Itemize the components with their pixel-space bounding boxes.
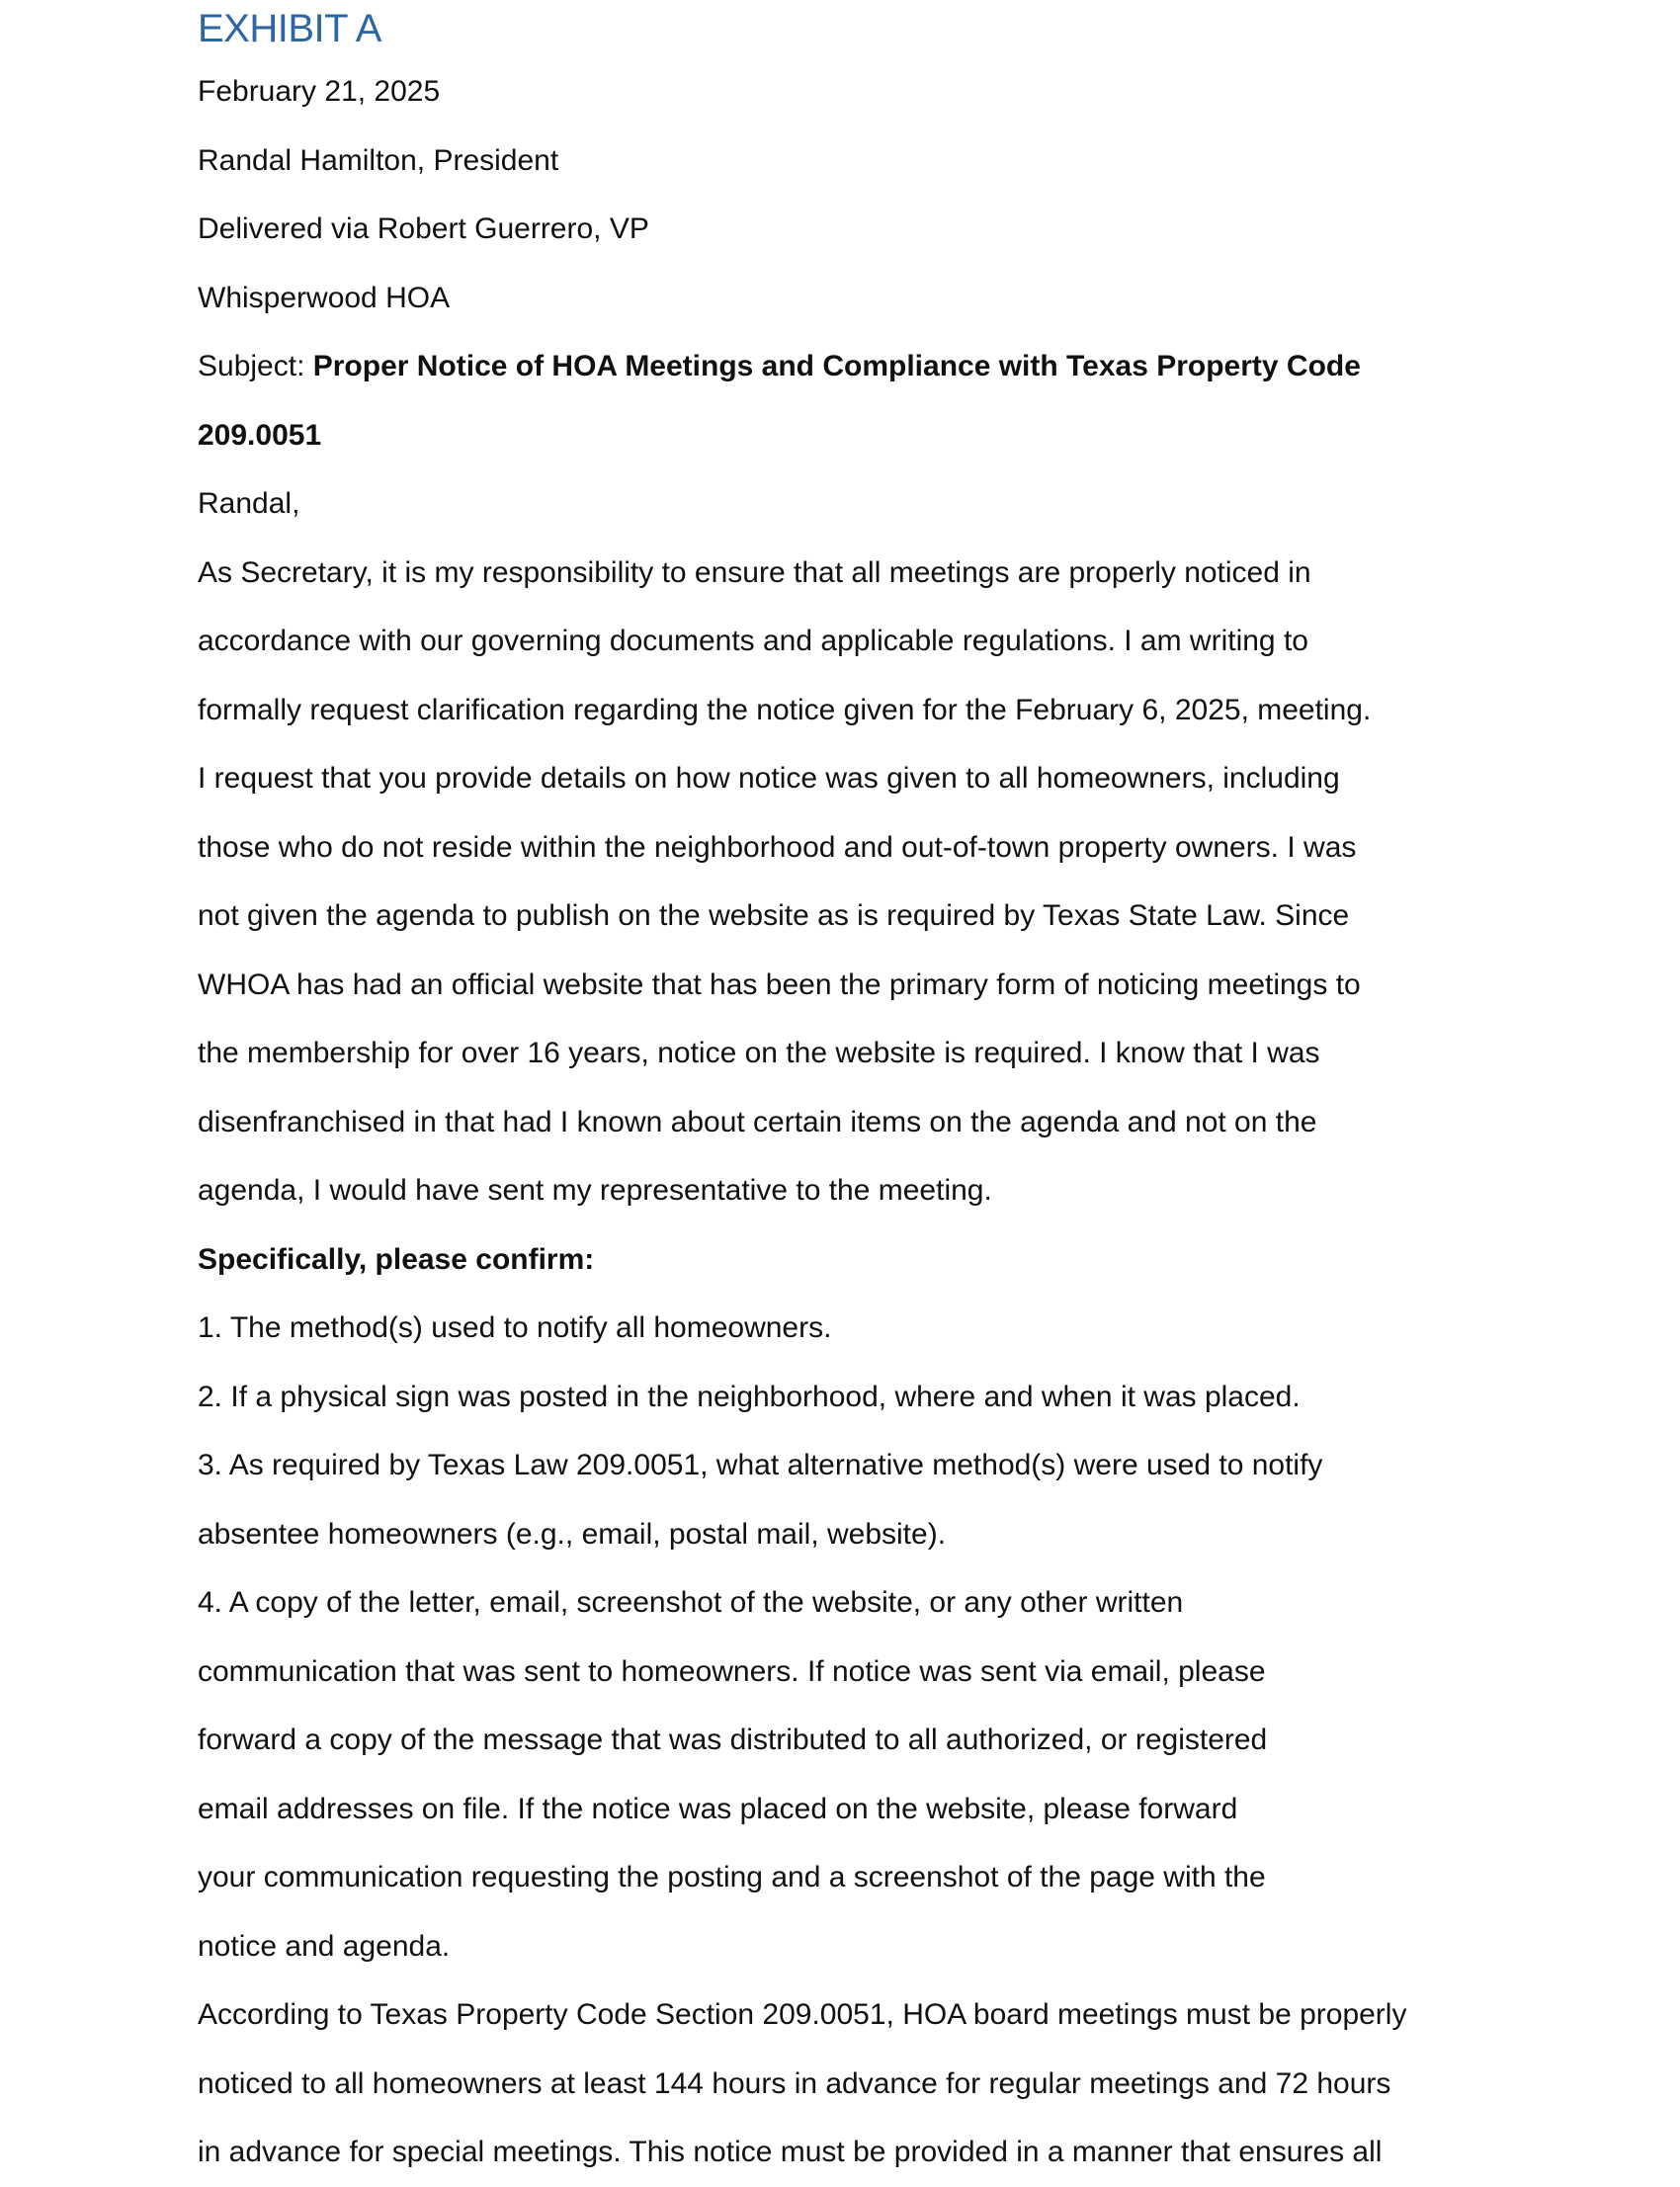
- letter-date: February 21, 2025: [198, 75, 441, 108]
- confirm-heading: Specifically, please confirm:: [198, 1242, 595, 1276]
- paragraph-line: According to Texas Property Code Section 209.0051, HOA board meetings must be properly: [198, 1998, 1407, 2031]
- paragraph-line: noticed to all homeowners at least 144 hours in advance for regular meetings and 72 hours: [198, 2066, 1391, 2100]
- list-item-continued: communication that was sent to homeowners. If notice was sent via email, please: [198, 1654, 1266, 1688]
- paragraph-line: accordance with our governing documents and applicable regulations. I am writing to: [198, 625, 1308, 657]
- list-item: 4. A copy of the letter, email, screenshot of the website, or any other written: [198, 1586, 1184, 1619]
- body-paragraph-1: [198, 539, 1502, 1225]
- paragraph-line: the membership for over 16 years, notice on the website is required. I know that I was: [198, 1037, 1320, 1069]
- paragraph-line: I request that you provide details on how notice was given to all homeowners, including: [198, 762, 1340, 795]
- recipient-name: Randal Hamilton, President: [198, 143, 559, 177]
- subject-text-continued: 209.0051: [198, 418, 322, 452]
- list-item-continued: your communication requesting the posting and a screenshot of the page with the: [198, 1861, 1266, 1893]
- list-item: 2. If a physical sign was posted in the neighborhood, where and when it was placed.: [198, 1380, 1301, 1413]
- letter-page: [198, 0, 1502, 2187]
- paragraph-line: those who do not reside within the neighborhood and out-of-town property owners. I was: [198, 830, 1357, 864]
- subject-line: [198, 332, 1502, 401]
- paragraph-line: formally request clarification regarding the notice given for the February 6, 2025, meeting.: [198, 693, 1372, 726]
- paragraph-line: As Secretary, it is my responsibility to ensure that all meetings are properly noticed in: [198, 555, 1311, 589]
- paragraph-line: not given the agenda to publish on the website as is required by Texas State Law. Since: [198, 899, 1350, 932]
- paragraph-line: agenda, I would have sent my representative to the meeting.: [198, 1174, 992, 1207]
- list-item-continued: notice and agenda.: [198, 1929, 451, 1963]
- salutation: Randal,: [198, 487, 300, 520]
- list-item-continued: email addresses on file. If the notice was placed on the website, please forward: [198, 1792, 1238, 1825]
- delivery-line: Delivered via Robert Guerrero, VP: [198, 212, 649, 245]
- list-item-continued: forward a copy of the message that was distributed to all authorized, or registered: [198, 1724, 1268, 1756]
- organization-name: Whisperwood HOA: [198, 281, 451, 314]
- list-item: 1. The method(s) used to notify all homeowners.: [198, 1311, 832, 1344]
- subject-label: Subject:: [198, 350, 313, 382]
- subject-text: Proper Notice of HOA Meetings and Compliance with Texas Property Code: [312, 350, 1361, 382]
- list-item: 3. As required by Texas Law 209.0051, what alternative method(s) were used to notify: [198, 1449, 1323, 1481]
- paragraph-line: disenfranchised in that had I known about certain items on the agenda and not on the: [198, 1105, 1317, 1138]
- request-list: [198, 1294, 1502, 1980]
- paragraph-line: WHOA has had an official website that has been the primary form of noticing meetings to: [198, 967, 1361, 1001]
- paragraph-line: in advance for special meetings. This notice must be provided in a manner that ensures all: [198, 2136, 1383, 2168]
- list-item-continued: absentee homeowners (e.g., email, postal mail, website).: [198, 1517, 947, 1551]
- exhibit-title: EXHIBIT A: [198, 7, 381, 50]
- body-paragraph-2: [198, 1980, 1502, 2187]
